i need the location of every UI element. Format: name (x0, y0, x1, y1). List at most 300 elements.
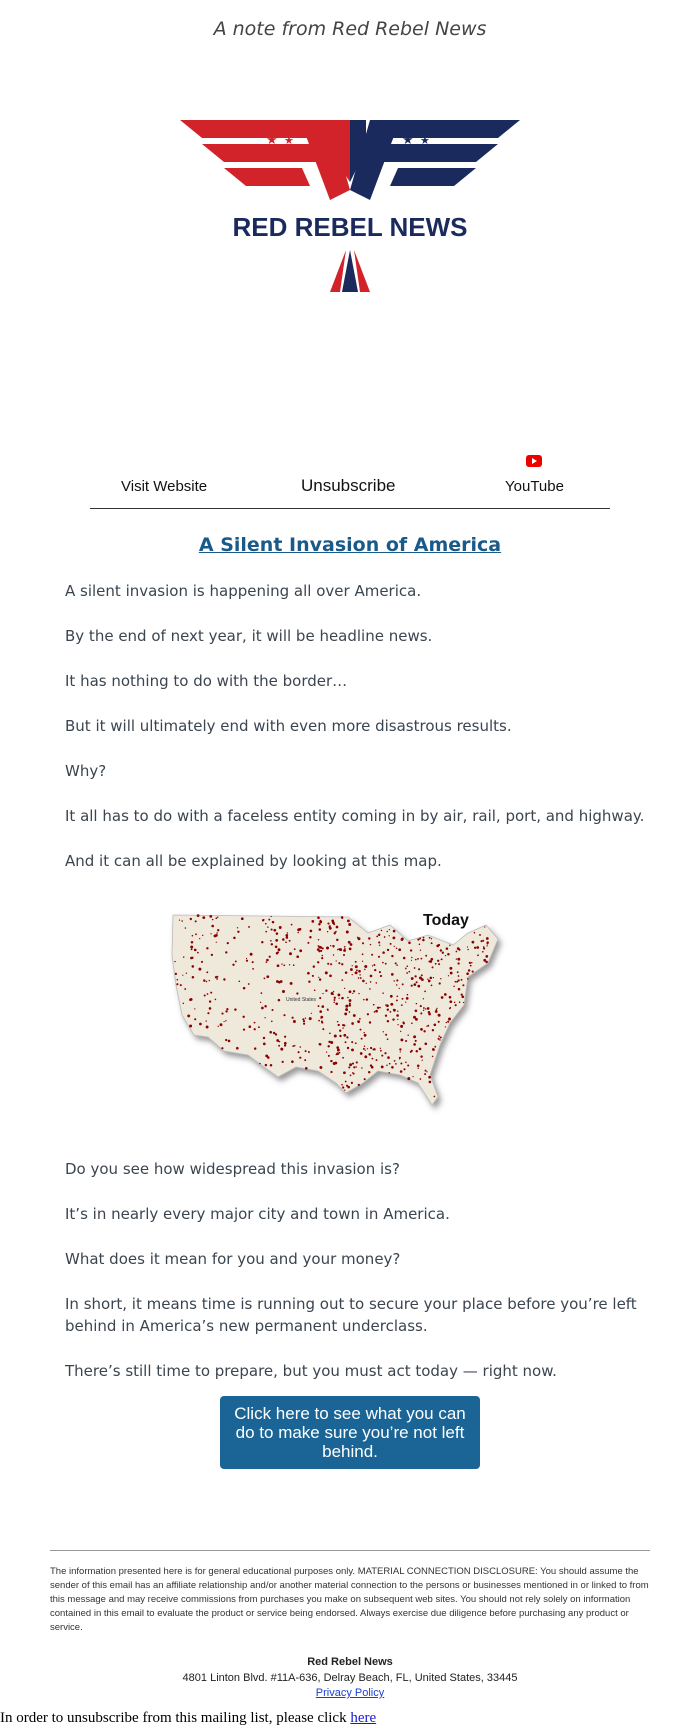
map-dot (386, 1004, 389, 1007)
map-dot (330, 1071, 332, 1073)
map-dot (483, 947, 485, 949)
map-dot (279, 1041, 281, 1043)
map-dot (192, 935, 194, 937)
map-dot (461, 995, 464, 998)
map-dot (333, 946, 335, 948)
map-dot (293, 1020, 296, 1023)
map-dot (359, 1018, 361, 1020)
map-dot (441, 996, 444, 999)
map-dot (364, 1034, 367, 1037)
map-dot (448, 1018, 450, 1020)
map-dot (423, 1010, 424, 1011)
map-dot (199, 938, 200, 939)
map-dot (372, 1048, 374, 1050)
map-dot (308, 980, 310, 982)
map-dot (406, 997, 409, 1000)
map-dot (218, 1026, 219, 1027)
nav-divider (90, 508, 610, 509)
map-dot (291, 924, 293, 926)
map-dot (291, 1017, 293, 1019)
map-dot (439, 1039, 440, 1040)
paragraph: Why? (65, 762, 107, 780)
map-dot (461, 993, 463, 995)
map-dot (289, 964, 290, 965)
map-dot (341, 963, 343, 965)
map-dot (456, 958, 457, 959)
map-dot (402, 998, 404, 1000)
map-dot (421, 974, 423, 976)
map-today-label: Today (423, 912, 469, 929)
map-dot (190, 918, 192, 920)
map-dot (383, 1031, 384, 1032)
map-dot (471, 941, 474, 944)
map-dot (394, 980, 395, 981)
map-dot (352, 993, 353, 994)
map-dot (353, 1073, 355, 1075)
map-dot (364, 1078, 366, 1080)
map-dot (330, 1041, 333, 1044)
map-dot (367, 1013, 369, 1015)
map-dot (368, 1071, 370, 1073)
map-dot (291, 1060, 294, 1063)
map-dot (361, 1038, 363, 1040)
map-dot (206, 1026, 209, 1029)
map-dot (380, 1050, 382, 1052)
youtube-icon[interactable] (526, 455, 542, 467)
paragraph: A silent invasion is happening all over America. (65, 582, 422, 600)
map-dot (371, 1058, 373, 1060)
paragraph: Do you see how widespread this invasion is? (65, 1160, 400, 1178)
map-dot (395, 962, 397, 964)
map-dot (336, 1046, 339, 1049)
map-dot (474, 932, 476, 934)
map-dot (349, 948, 352, 951)
map-dot (325, 990, 327, 992)
map-dot (397, 1019, 398, 1020)
map-dot (336, 926, 339, 929)
map-dot (221, 1047, 223, 1049)
map-dot (327, 1045, 329, 1047)
map-dot (319, 928, 322, 931)
footer-divider (50, 1550, 650, 1551)
map-dot (435, 963, 437, 965)
map-dot (216, 932, 218, 934)
map-dot (321, 1020, 323, 1022)
map-dot (374, 1011, 376, 1013)
map-dot (319, 1043, 322, 1046)
map-dot (420, 950, 421, 951)
map-dot (335, 1003, 338, 1006)
map-dot (177, 979, 179, 981)
map-dot (235, 960, 237, 962)
map-dot (226, 1008, 228, 1010)
map-dot (182, 975, 183, 976)
map-dot (270, 1064, 273, 1067)
map-dot (347, 1086, 350, 1089)
map-dot (355, 1066, 356, 1067)
visit-website-link[interactable]: Visit Website (121, 478, 208, 495)
map-dot (366, 983, 367, 984)
map-dot (427, 979, 428, 980)
map-dot (368, 1053, 371, 1056)
map-dot (431, 942, 433, 944)
map-dot (342, 1086, 344, 1088)
map-dot (385, 1034, 387, 1036)
map-dot (440, 949, 442, 951)
map-dot (466, 972, 469, 975)
map-dot (399, 988, 400, 989)
map-dot (277, 951, 279, 953)
paragraph: There’s still time to prepare, but you must act today — right now. (65, 1362, 557, 1380)
map-dot (462, 984, 464, 986)
map-dot (327, 963, 329, 965)
logo-wordmark: RED REBEL NEWS (232, 212, 468, 242)
article-headline[interactable]: A Silent Invasion of America (198, 534, 502, 556)
map-dot (305, 1050, 307, 1052)
map-dot (386, 1064, 388, 1066)
paragraph: By the end of next year, it will be headline news. (65, 627, 433, 645)
map-dot (395, 1063, 397, 1065)
map-dot (194, 949, 197, 952)
map-dot (400, 1031, 401, 1032)
map-dot (482, 940, 484, 942)
map-dot (317, 916, 320, 919)
map-dot (437, 960, 439, 962)
cta-button[interactable]: Click here to see what you can do to make sure you’re not left behind. (220, 1396, 480, 1469)
map-dot (445, 1026, 446, 1027)
map-dot (348, 1066, 350, 1068)
map-dot (259, 1063, 260, 1064)
map-dot (456, 951, 458, 953)
map-dot (311, 1013, 312, 1014)
unsubscribe-text: In order to unsubscribe from this mailing list, please click (0, 1710, 351, 1726)
map-dot (206, 947, 208, 949)
map-dot (289, 940, 291, 942)
map-dot (252, 968, 254, 970)
map-dot (321, 957, 323, 959)
map-dot (458, 975, 460, 977)
map-dot (341, 1084, 343, 1086)
map-dot (363, 999, 365, 1001)
map-dot (405, 1062, 407, 1064)
map-dot (405, 1040, 407, 1042)
map-dot (287, 932, 288, 933)
map-dot (396, 964, 398, 966)
map-dot (407, 965, 409, 967)
map-dot (334, 932, 336, 934)
map-dot (356, 969, 358, 971)
map-dot (486, 941, 488, 943)
map-dot (344, 1089, 345, 1090)
map-dot (260, 1002, 261, 1003)
map-dot (374, 1049, 375, 1050)
map-dot (271, 1009, 273, 1011)
map-dot (415, 1009, 418, 1012)
map-dot (440, 1036, 442, 1038)
map-dot (369, 988, 371, 990)
map-dot (347, 997, 349, 999)
map-dot (319, 1066, 322, 1069)
map-dot (378, 941, 380, 943)
map-dot (368, 937, 370, 939)
map-dot (334, 999, 336, 1001)
map-dot (349, 999, 352, 1002)
paragraph: It all has to do with a faceless entity coming in by air, rail, port, and highway. (65, 807, 645, 825)
paragraph: But it will ultimately end with even more disastrous results. (65, 717, 512, 735)
svg-text:★: ★ (266, 133, 278, 148)
map-dot (187, 1014, 190, 1017)
map-dot (360, 1052, 363, 1055)
map-dot (232, 964, 234, 966)
map-dot (190, 946, 193, 949)
map-dot (423, 998, 424, 999)
map-dot (328, 1055, 330, 1057)
map-dot (486, 945, 487, 946)
map-dot (458, 949, 460, 951)
map-dot (225, 1020, 226, 1021)
map-dot (318, 1005, 320, 1007)
map-dot (337, 1021, 339, 1023)
map-dot (345, 971, 348, 974)
map-dot (373, 1004, 375, 1006)
map-dot (406, 972, 408, 974)
map-dot (352, 965, 353, 966)
map-dot (387, 1020, 389, 1022)
map-dot (275, 946, 278, 949)
map-dot (283, 965, 284, 966)
map-dot (391, 955, 393, 957)
map-dot (275, 939, 278, 942)
map-dot (398, 948, 401, 951)
map-dot (389, 1063, 391, 1065)
map-dot (238, 980, 240, 982)
map-dot (299, 949, 302, 952)
map-dot (415, 1018, 418, 1021)
map-dot (276, 932, 279, 935)
map-dot (441, 958, 443, 960)
map-dot (415, 1040, 417, 1042)
map-dot (266, 961, 268, 963)
map-dot (457, 979, 459, 981)
map-dot (458, 988, 461, 991)
map-dot (317, 948, 320, 951)
map-dot (194, 1018, 196, 1020)
map-dot (307, 942, 309, 944)
map-dot (377, 1007, 379, 1009)
map-dot (214, 934, 217, 937)
map-dot (179, 919, 180, 920)
map-dot (411, 985, 413, 987)
map-dot (417, 939, 419, 941)
map-dot (336, 1054, 337, 1055)
map-dot (390, 1011, 392, 1013)
map-dot (242, 1016, 244, 1018)
map-dot (434, 1096, 436, 1098)
map-dot (393, 930, 396, 933)
map-dot (266, 1056, 267, 1057)
map-dot (342, 1027, 343, 1028)
map-dot (209, 915, 212, 918)
map-dot (183, 1003, 184, 1004)
map-dot (345, 1041, 347, 1043)
map-dot (362, 980, 365, 983)
map-dot (364, 1055, 367, 1058)
map-dot (403, 1068, 405, 1070)
map-dot (408, 942, 411, 945)
map-dot (358, 993, 359, 994)
map-dot (423, 1030, 425, 1032)
map-dot (401, 938, 404, 941)
map-dot (264, 978, 266, 980)
map-dot (293, 964, 295, 966)
map-dot (436, 945, 439, 948)
map-dot (333, 991, 334, 992)
map-dot (420, 1005, 422, 1007)
map-dot (313, 965, 315, 967)
map-dot (318, 1020, 320, 1022)
map-dot (408, 971, 410, 973)
us-map-image (168, 905, 528, 1115)
map-dot (284, 1042, 287, 1045)
map-country-label: United States (286, 997, 317, 1003)
map-dot (333, 1062, 336, 1065)
map-dot (248, 926, 250, 928)
map-dot (386, 931, 387, 932)
map-dot (309, 936, 311, 938)
map-dot (261, 941, 263, 943)
map-dot (420, 1078, 422, 1080)
map-dot (346, 1036, 348, 1038)
map-dot (378, 956, 380, 958)
privacy-policy-link[interactable]: Privacy Policy (315, 1687, 385, 1699)
map-dot (389, 929, 390, 930)
map-dot (308, 1051, 310, 1053)
map-dot (394, 946, 395, 947)
map-dot (381, 1065, 384, 1068)
map-dot (305, 1018, 306, 1019)
map-dot (438, 1035, 440, 1037)
map-dot (279, 926, 282, 929)
map-dot (215, 917, 217, 919)
map-dot (371, 954, 373, 956)
map-dot (403, 957, 406, 960)
map-dot (199, 1023, 202, 1026)
map-dot (428, 1011, 431, 1014)
map-dot (351, 1082, 353, 1084)
map-dot (364, 965, 367, 968)
map-dot (427, 1025, 429, 1027)
map-dot (192, 965, 195, 968)
map-dot (334, 1035, 337, 1038)
map-dot (467, 946, 468, 947)
map-dot (344, 988, 345, 989)
map-dot (351, 1022, 354, 1025)
map-dot (449, 996, 452, 999)
map-dot (400, 1025, 403, 1028)
map-dot (254, 1047, 256, 1049)
map-dot (284, 1036, 286, 1038)
unsubscribe-here-link[interactable]: here (350, 1710, 377, 1726)
map-dot (385, 1015, 387, 1017)
map-dot (186, 973, 187, 974)
paragraph: And it can all be explained by looking at this map. (65, 852, 442, 870)
map-dot (405, 968, 406, 969)
map-dot (449, 967, 452, 970)
map-dot (273, 929, 276, 932)
map-dot (362, 961, 363, 962)
map-dot (358, 970, 361, 973)
map-dot (348, 941, 351, 944)
map-dot (433, 977, 434, 978)
map-dot (209, 980, 210, 981)
map-dot (429, 937, 431, 939)
unsubscribe-link[interactable]: Unsubscribe (301, 476, 396, 495)
map-dot (241, 917, 244, 920)
map-dot (421, 958, 423, 960)
map-dot (252, 961, 254, 963)
map-dot (397, 1024, 398, 1025)
map-dot (326, 1051, 327, 1052)
map-dot (407, 1064, 409, 1066)
map-dot (278, 999, 281, 1002)
map-dot (338, 1024, 340, 1026)
map-dot (210, 933, 211, 934)
map-dot (444, 993, 447, 996)
youtube-link[interactable]: YouTube (505, 478, 564, 495)
map-dot (329, 1032, 331, 1034)
map-dot (254, 1028, 256, 1030)
map-dot (455, 1004, 457, 1006)
map-dot (438, 1038, 440, 1040)
map-dot (319, 978, 321, 980)
map-dot (203, 979, 205, 981)
map-dot (217, 916, 218, 917)
map-dot (390, 995, 393, 998)
map-dot (420, 1028, 423, 1031)
map-dot (303, 1020, 305, 1022)
map-dot (307, 972, 310, 975)
map-dot (412, 1076, 413, 1077)
map-dot (391, 1066, 394, 1069)
map-dot (243, 1029, 245, 1031)
map-dot (486, 937, 489, 940)
map-dot (372, 965, 373, 966)
map-dot (425, 955, 427, 957)
header-note: A note from Red Rebel News (213, 18, 487, 40)
svg-text:★: ★ (284, 134, 294, 147)
map-dot (343, 1034, 346, 1037)
map-dot (446, 1022, 447, 1023)
map-dot (319, 997, 321, 999)
map-dot (411, 1022, 413, 1024)
map-dot (318, 939, 319, 940)
map-dot (424, 1042, 427, 1045)
map-dot (387, 1056, 390, 1059)
map-dot (455, 981, 457, 983)
map-dot (384, 936, 386, 938)
map-dot (195, 920, 197, 922)
map-dot (198, 968, 201, 971)
map-dot (425, 1070, 427, 1072)
map-dot (342, 918, 343, 919)
map-dot (216, 942, 217, 943)
map-dot (318, 923, 320, 925)
map-dot (363, 1032, 364, 1033)
map-dot (389, 935, 390, 936)
map-dot (390, 1003, 393, 1006)
map-dot (476, 946, 479, 949)
map-dot (322, 1028, 324, 1030)
